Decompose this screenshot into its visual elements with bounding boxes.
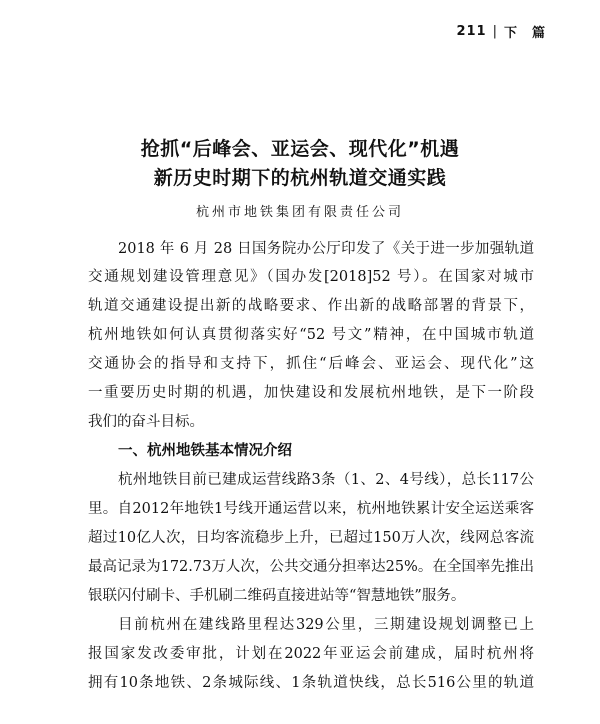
paragraph-line: 银联闪付刷卡、手机刷二维码直接进站等“智慧地铁”服务。 xyxy=(88,588,466,604)
page-number: 211 xyxy=(456,24,487,39)
article-title-line-1: 抢抓“后峰会、亚运会、现代化”机遇 xyxy=(140,138,460,160)
paragraph-line: 交通协会的指导和支持下，抓住“后峰会、亚运会、现代化”这 xyxy=(88,356,534,372)
paragraph-line: 报国家发改委审批，计划在2022年亚运会前建成，届时杭州将 xyxy=(88,646,534,662)
paragraph-line: 杭州地铁目前已建成运营线路3条（1、2、4号线），总长117公 xyxy=(118,472,534,488)
paragraph-line: 超过10亿人次，日均客流稳步上升，已超过150万人次，线网总客流 xyxy=(88,530,534,546)
running-header xyxy=(456,22,546,41)
paragraph-line: 最高记录为172.73万人次，公共交通分担率达25%。在全国率先推出 xyxy=(88,559,534,575)
paragraph-line: 一重要历史时期的机遇，加快建设和发展杭州地铁，是下一阶段 xyxy=(88,385,534,401)
section-label: 下 篇 xyxy=(503,26,546,41)
paragraph-line: 交通规划建设管理意见》（国办发[2018]52 号）。在国家对城市 xyxy=(88,269,534,285)
paragraph-line: 拥有10条地铁、2条城际线、1条轨道快线，总长516公里的轨道 xyxy=(88,675,534,691)
article-title-line-2: 新历史时期下的杭州轨道交通实践 xyxy=(153,167,447,189)
header-separator: | xyxy=(492,24,498,39)
paragraph-line: 目前杭州在建线路里程达329公里，三期建设规划调整已上 xyxy=(118,617,534,633)
paragraph-line: 轨道交通建设提出新的战略要求、作出新的战略部署的背景下， xyxy=(88,298,534,314)
paragraph-line: 我们的奋斗目标。 xyxy=(88,414,204,430)
paragraph-line: 杭州地铁如何认真贯彻落实好“52 号文”精神，在中国城市轨道 xyxy=(88,327,534,343)
paragraph-line: 里。自2012年地铁1号线开通运营以来，杭州地铁累计安全运送乘客 xyxy=(88,501,534,517)
author-organization: 杭州市地铁集团有限责任公司 xyxy=(195,205,404,220)
section-heading: 一、杭州地铁基本情况介绍 xyxy=(118,443,292,459)
paragraph-line: 2018 年 6 月 28 日国务院办公厅印发了《关于进一步加强轨道 xyxy=(118,241,534,257)
